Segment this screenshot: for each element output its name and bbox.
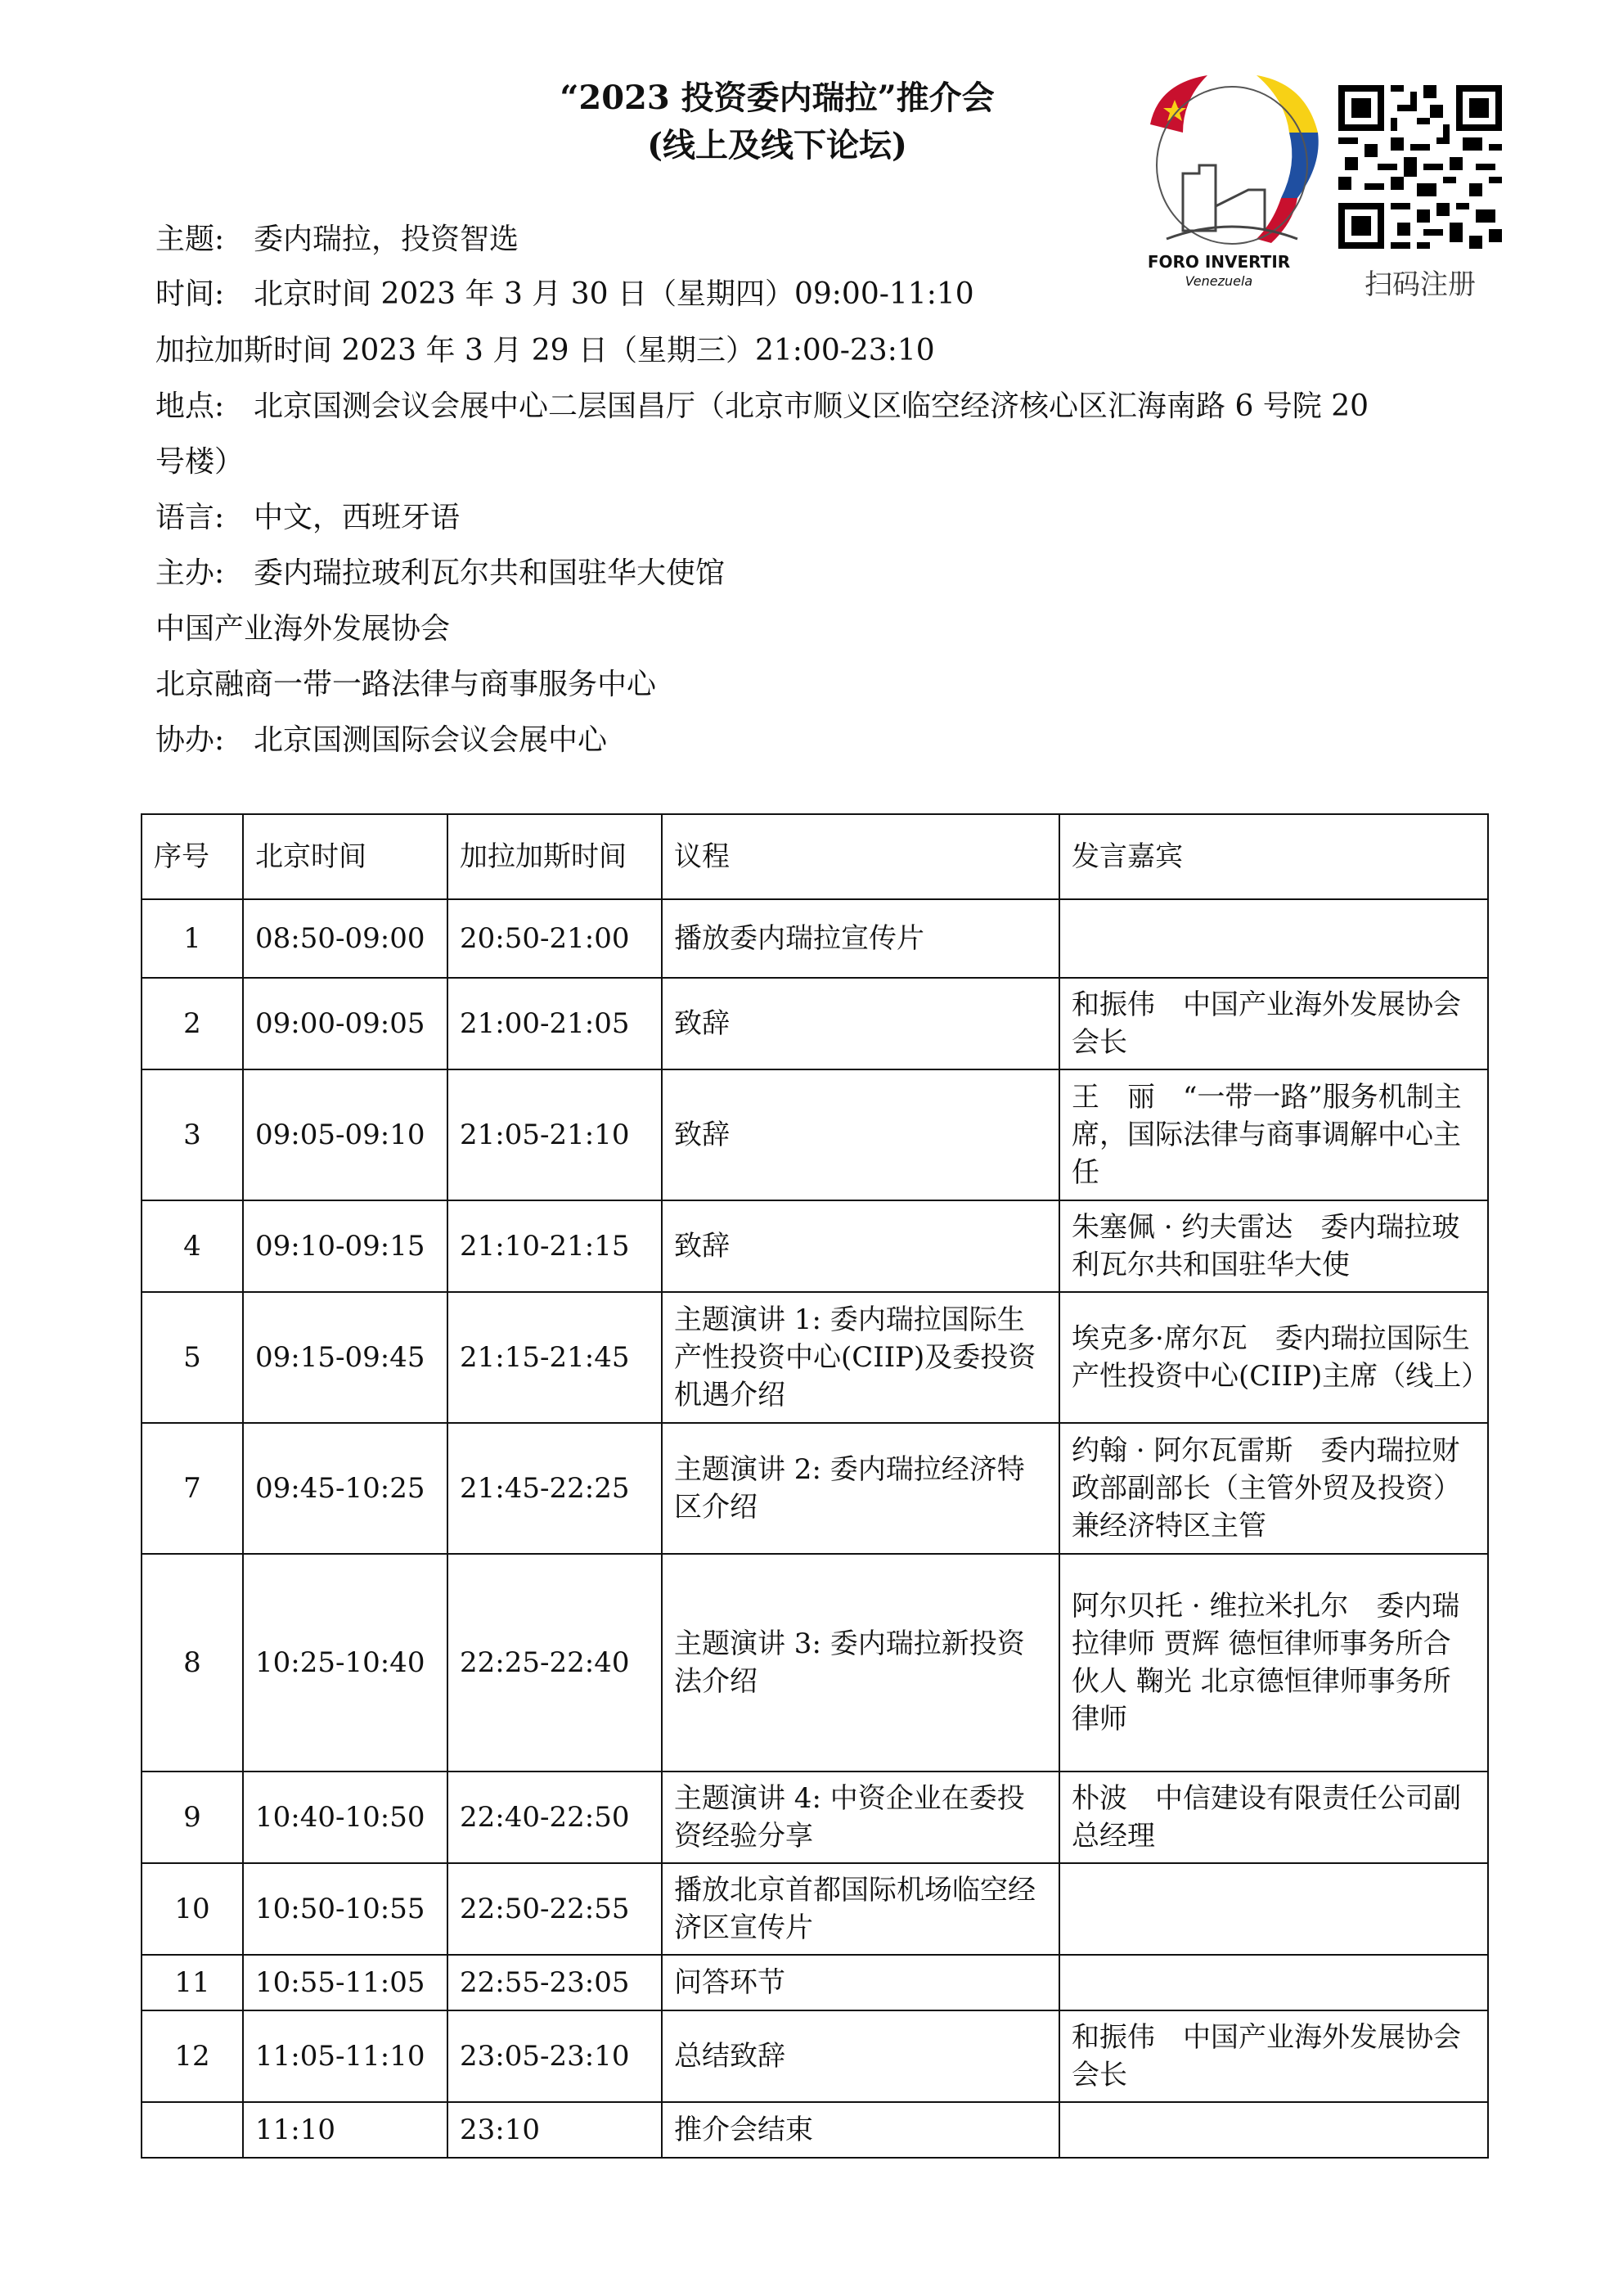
row-speaker: 埃克多·席尔瓦 委内瑞拉国际生产性投资中心(CIIP)主席（线上）	[1059, 1292, 1488, 1423]
logo-subtext: Venezuela	[1185, 273, 1253, 289]
row-beijing-time: 10:25-10:40	[243, 1554, 447, 1772]
row-beijing-time: 11:05-11:10	[243, 2010, 447, 2102]
row-speaker: 和振伟 中国产业海外发展协会会长	[1059, 978, 1488, 1069]
row-agenda: 致辞	[662, 978, 1059, 1069]
header-beijing-time: 北京时间	[243, 814, 447, 899]
table-row	[142, 1292, 1488, 1423]
row-beijing-time: 09:15-09:45	[243, 1292, 447, 1423]
info-language	[155, 497, 460, 538]
table-row	[142, 1772, 1488, 1863]
row-speaker: 和振伟 中国产业海外发展协会会长	[1059, 2010, 1488, 2102]
row-agenda: 播放委内瑞拉宣传片	[662, 899, 1059, 978]
row-caracas-time: 21:10-21:15	[447, 1200, 662, 1292]
row-caracas-time: 22:25-22:40	[447, 1554, 662, 1772]
row-speaker	[1059, 2102, 1488, 2158]
row-no: 1	[142, 899, 243, 978]
row-no: 8	[142, 1554, 243, 1772]
host-label: 主办:	[155, 556, 225, 590]
info-host	[155, 553, 725, 594]
row-beijing-time: 11:10	[243, 2102, 447, 2158]
document-subtitle: (线上及线下论坛)	[647, 126, 907, 164]
row-caracas-time: 23:10	[447, 2102, 662, 2158]
co-host-value: 北京国测国际会议会展中心	[254, 723, 608, 757]
row-speaker: 阿尔贝托 · 维拉米扎尔 委内瑞拉律师 贾辉 德恒律师事务所合伙人 鞠光 北京德恒律师事务所律师	[1059, 1554, 1488, 1772]
row-no: 10	[142, 1863, 243, 1955]
host-2: 中国产业海外发展协会	[155, 612, 451, 646]
info-time	[155, 274, 974, 315]
row-speaker: 朱塞佩 · 约夫雷达 委内瑞拉玻利瓦尔共和国驻华大使	[1059, 1200, 1488, 1292]
row-no: 11	[142, 1955, 243, 2010]
row-caracas-time: 21:05-21:10	[447, 1069, 662, 1200]
header-speaker: 发言嘉宾	[1059, 814, 1488, 899]
row-speaker: 王 丽 “一带一路”服务机制主席，国际法律与商事调解中心主任	[1059, 1069, 1488, 1200]
row-caracas-time: 22:55-23:05	[447, 1955, 662, 2010]
row-speaker	[1059, 1863, 1488, 1955]
row-no: 5	[142, 1292, 243, 1423]
row-no: 9	[142, 1772, 243, 1863]
table-row	[142, 978, 1488, 1069]
table-header-row	[142, 814, 1488, 899]
time-caracas: 加拉加斯时间 2023 年 3 月 29 日（星期三）21:00-23:10	[155, 334, 935, 367]
row-agenda: 总结致辞	[662, 2010, 1059, 2102]
table-row	[142, 899, 1488, 978]
row-agenda: 主题演讲 3: 委内瑞拉新投资法介绍	[662, 1554, 1059, 1772]
table-row	[142, 1863, 1488, 1955]
row-beijing-time: 10:50-10:55	[243, 1863, 447, 1955]
host-1: 委内瑞拉玻利瓦尔共和国驻华大使馆	[254, 556, 726, 590]
row-beijing-time: 09:00-09:05	[243, 978, 447, 1069]
language-label: 语言:	[155, 501, 225, 534]
host-3: 北京融商一带一路法律与商事服务中心	[155, 668, 657, 701]
row-caracas-time: 20:50-21:00	[447, 899, 662, 978]
row-beijing-time: 08:50-09:00	[243, 899, 447, 978]
row-caracas-time: 21:00-21:05	[447, 978, 662, 1069]
table-row	[142, 1069, 1488, 1200]
row-agenda: 致辞	[662, 1069, 1059, 1200]
logo-text: FORO INVERTIR	[1147, 252, 1291, 272]
row-speaker	[1059, 899, 1488, 978]
agenda-table	[141, 813, 1489, 2159]
qr-code	[1338, 85, 1502, 249]
row-no: 12	[142, 2010, 243, 2102]
venue-value: 北京国测会议会展中心二层国昌厅（北京市顺义区临空经济核心区汇海南路 6 号院 20	[254, 389, 1369, 423]
row-agenda: 主题演讲 4: 中资企业在委投资经验分享	[662, 1772, 1059, 1863]
qr-label: 扫码注册	[1364, 268, 1476, 301]
row-caracas-time: 23:05-23:10	[447, 2010, 662, 2102]
venue-label: 地点:	[155, 389, 225, 423]
row-caracas-time: 21:45-22:25	[447, 1423, 662, 1554]
row-agenda: 致辞	[662, 1200, 1059, 1292]
row-agenda: 播放北京首都国际机场临空经济区宣传片	[662, 1863, 1059, 1955]
time-beijing: 北京时间 2023 年 3 月 30 日（星期四）09:00-11:10	[254, 277, 974, 311]
row-no: 7	[142, 1423, 243, 1554]
row-beijing-time: 09:10-09:15	[243, 1200, 447, 1292]
table-row	[142, 1554, 1488, 1772]
table-row	[142, 2010, 1488, 2102]
document-title: “2023 投资委内瑞拉”推介会	[560, 79, 995, 117]
header-no: 序号	[142, 814, 243, 899]
header-caracas-time: 加拉加斯时间	[447, 814, 662, 899]
row-caracas-time: 21:15-21:45	[447, 1292, 662, 1423]
time-label: 时间:	[155, 277, 225, 311]
table-row	[142, 1200, 1488, 1292]
info-venue	[155, 386, 1369, 427]
info-theme	[155, 219, 519, 260]
row-speaker: 约翰 · 阿尔瓦雷斯 委内瑞拉财政部副部长（主管外贸及投资）兼经济特区主管	[1059, 1423, 1488, 1554]
venue-line2: 号楼）	[155, 445, 245, 479]
language-value: 中文，西班牙语	[254, 501, 461, 534]
row-speaker: 朴波 中信建设有限责任公司副总经理	[1059, 1772, 1488, 1863]
row-no: 4	[142, 1200, 243, 1292]
table-row	[142, 1955, 1488, 2010]
row-agenda: 推介会结束	[662, 2102, 1059, 2158]
theme-value: 委内瑞拉，投资智选	[254, 223, 519, 256]
row-beijing-time: 09:45-10:25	[243, 1423, 447, 1554]
row-beijing-time: 09:05-09:10	[243, 1069, 447, 1200]
row-no: 3	[142, 1069, 243, 1200]
table-row	[142, 1423, 1488, 1554]
row-beijing-time: 10:40-10:50	[243, 1772, 447, 1863]
row-no: 2	[142, 978, 243, 1069]
theme-label: 主题:	[155, 223, 225, 256]
row-beijing-time: 10:55-11:05	[243, 1955, 447, 2010]
row-agenda: 主题演讲 2: 委内瑞拉经济特区介绍	[662, 1423, 1059, 1554]
header-agenda: 议程	[662, 814, 1059, 899]
row-speaker	[1059, 1955, 1488, 2010]
row-caracas-time: 22:50-22:55	[447, 1863, 662, 1955]
co-host-label: 协办:	[155, 723, 225, 757]
row-agenda: 主题演讲 1: 委内瑞拉国际生产性投资中心(CIIP)及委投资机遇介绍	[662, 1292, 1059, 1423]
table-row	[142, 2102, 1488, 2158]
row-agenda: 问答环节	[662, 1955, 1059, 2010]
row-caracas-time: 22:40-22:50	[447, 1772, 662, 1863]
info-co-host	[155, 720, 607, 761]
row-no	[142, 2102, 243, 2158]
